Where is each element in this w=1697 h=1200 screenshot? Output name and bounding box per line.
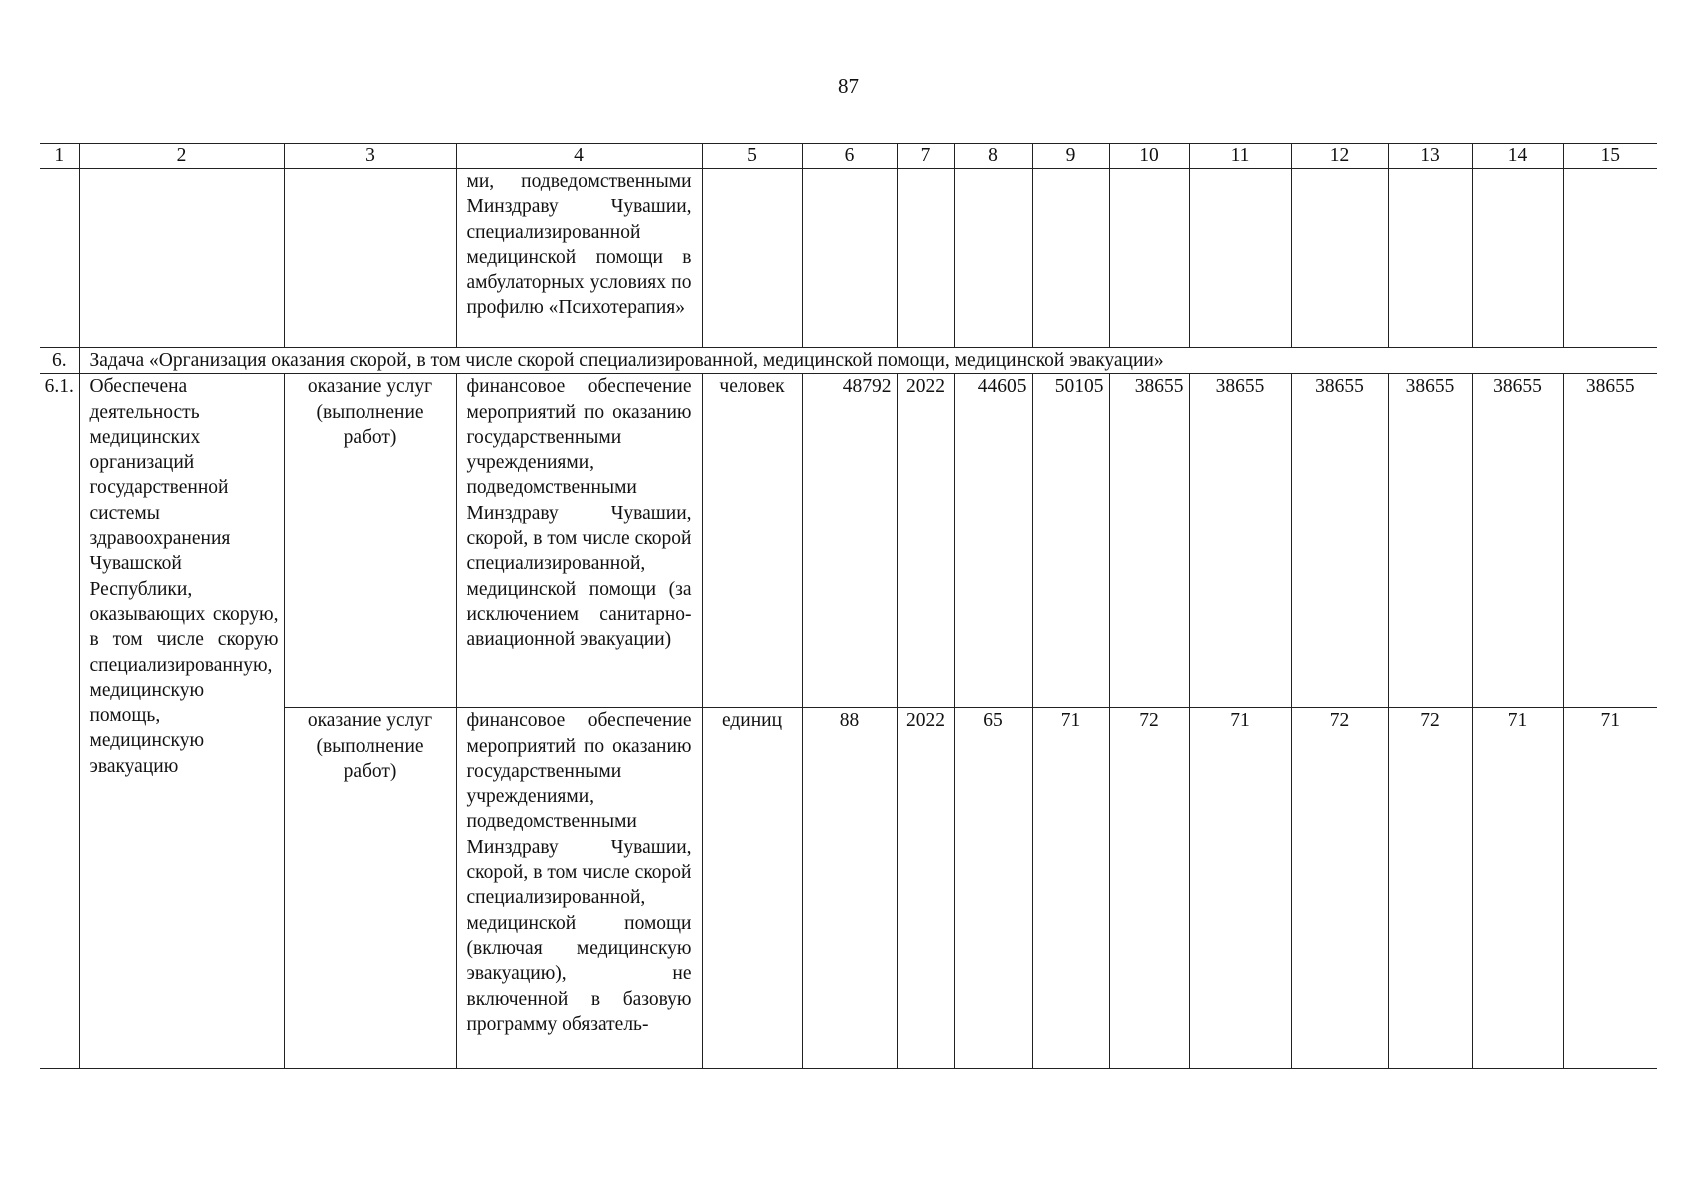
value-cell: 88 (802, 708, 897, 1069)
task-row (40, 348, 1657, 374)
value-cell: 72 (1109, 708, 1189, 1069)
value-cell: 38655 (1109, 374, 1189, 708)
continuation-description: ми, подведомственными Минздраву Чувашии, специализированной медицинской помощи в амбулаторных условиях по профилю «Психотерапия» (456, 169, 702, 348)
value-cell: 71 (1032, 708, 1109, 1069)
value-cell: 38655 (1189, 374, 1291, 708)
service-type: оказание услуг (выполнение работ) (284, 374, 456, 708)
unit: единиц (702, 708, 802, 1069)
value-cell: 50105 (1032, 374, 1109, 708)
value-cell: 72 (1291, 708, 1388, 1069)
header-cell: 14 (1472, 144, 1563, 169)
header-cell: 11 (1189, 144, 1291, 169)
value-cell: 71 (1563, 708, 1657, 1069)
header-cell: 13 (1388, 144, 1472, 169)
header-cell: 5 (702, 144, 802, 169)
header-cell: 3 (284, 144, 456, 169)
page-number: 87 (838, 74, 859, 98)
indicator-description: финансовое обеспечение мероприятий по оказанию государственными учреждениями, подведомственными Минздраву Чувашии, скорой, в том числе скорой специализированной, медицинской помощи (включая медицинскую эвакуацию), не включенной в базовую программу обязатель- (456, 708, 702, 1069)
header-cell: 9 (1032, 144, 1109, 169)
header-cell: 1 (40, 144, 79, 169)
header-cell: 8 (954, 144, 1032, 169)
header-cell: 10 (1109, 144, 1189, 169)
header-cell: 2 (79, 144, 284, 169)
header-cell: 12 (1291, 144, 1388, 169)
value-cell: 71 (1189, 708, 1291, 1069)
item-description: Обеспечена деятельность медицинских организаций государственной системы здравоохранения Чувашской Республики, оказывающих скорую, в том числе скорую специализированную, медицинскую помощь, медицинскую эвакуацию (79, 374, 284, 1069)
value-cell: 72 (1388, 708, 1472, 1069)
header-row (40, 144, 1657, 169)
value-cell: 38655 (1388, 374, 1472, 708)
task-title: Задача «Организация оказания скорой, в том числе скорой специализированной, медицинской помощи, медицинской эвакуации» (79, 348, 1657, 374)
value-cell: 65 (954, 708, 1032, 1069)
value-cell: 71 (1472, 708, 1563, 1069)
year-cell: 2022 (897, 708, 954, 1069)
table-row (40, 374, 1657, 708)
header-cell: 4 (456, 144, 702, 169)
header-cell: 7 (897, 144, 954, 169)
value-cell: 48792 (802, 374, 897, 708)
value-cell: 44605 (954, 374, 1032, 708)
header-cell: 6 (802, 144, 897, 169)
unit: человек (702, 374, 802, 708)
year-cell: 2022 (897, 374, 954, 708)
header-cell: 15 (1563, 144, 1657, 169)
service-type: оказание услуг (выполнение работ) (284, 708, 456, 1069)
indicators-table (40, 143, 1657, 1069)
task-number: 6. (40, 348, 79, 374)
indicator-description: финансовое обеспечение мероприятий по оказанию государственными учреждениями, подведомственными Минздраву Чувашии, скорой, в том числе скорой специализированной, медицинской помощи (за исключением санитарно-авиационной эвакуации) (456, 374, 702, 708)
continuation-row (40, 169, 1657, 348)
value-cell: 38655 (1472, 374, 1563, 708)
value-cell: 38655 (1291, 374, 1388, 708)
item-number: 6.1. (40, 374, 79, 1069)
value-cell: 38655 (1563, 374, 1657, 708)
